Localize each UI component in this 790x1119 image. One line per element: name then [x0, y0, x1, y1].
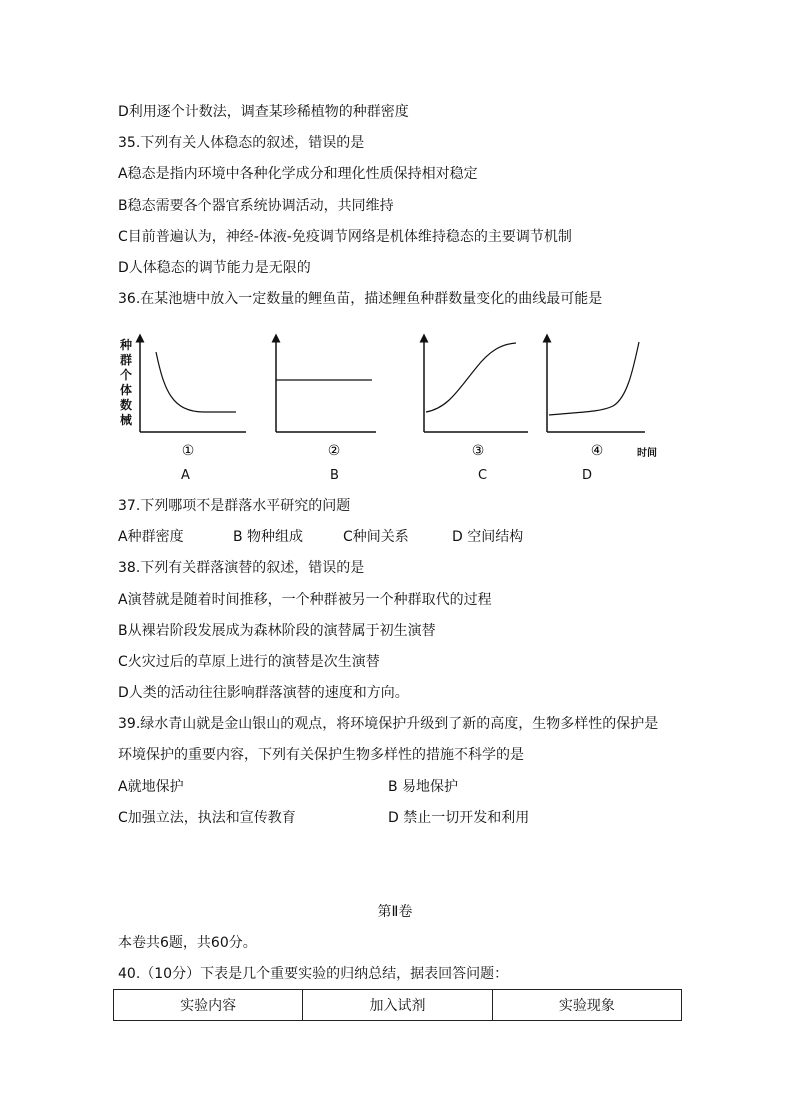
q38-option-a: A演替就是随着时间推移，一个种群被另一个种群取代的过程	[118, 592, 492, 608]
y-axis-char: 个	[119, 368, 132, 382]
table-header-cell: 加入试剂	[303, 990, 492, 1021]
q37-option-c: C种间关系	[343, 529, 409, 545]
q38-option-b: B从裸岩阶段发展成为森林阶段的演替属于初生演替	[118, 623, 436, 639]
part-two-intro: 本卷共6题，共60分。	[118, 935, 257, 951]
q38-stem: 38.下列有关群落演替的叙述，错误的是	[118, 560, 365, 576]
part-two-title: 第Ⅱ卷	[377, 904, 413, 920]
table-header-row	[114, 990, 682, 1021]
y-axis-label	[118, 338, 134, 428]
table-header-cell: 实验现象	[492, 990, 681, 1021]
y-axis-char: 械	[119, 413, 132, 427]
q35-option-d: D人体稳态的调节能力是无限的	[118, 260, 311, 276]
q35-option-a: A稳态是指内环境中各种化学成分和理化性质保持相对稳定	[118, 166, 478, 182]
graph-letter-b: B	[330, 468, 339, 483]
graph-letter-d: D	[582, 468, 593, 483]
q39-option-d: D 禁止一切开发和利用	[388, 810, 530, 826]
y-axis-char: 数	[119, 398, 132, 412]
experiment-table	[113, 989, 682, 1021]
q37-stem: 37.下列哪项不是群落水平研究的问题	[118, 498, 351, 514]
graph-number: ①	[181, 443, 195, 459]
table-header-cell: 实验内容	[114, 990, 303, 1021]
q35-option-b: B稳态需要各个器官系统协调活动，共同维持	[118, 198, 394, 214]
q39-option-b: B 易地保护	[388, 779, 459, 795]
q39-stem-line2: 环境保护的重要内容，下列有关保护生物多样性的措施不科学的是	[118, 747, 524, 763]
q37-option-d: D 空间结构	[452, 529, 524, 545]
y-axis-char: 体	[119, 383, 132, 397]
graph-letter-a: A	[181, 468, 190, 483]
graph-number: ②	[327, 443, 341, 459]
graph-letter-c: C	[478, 468, 488, 483]
graph-number: ④	[590, 443, 604, 459]
curve-s-shaped	[426, 343, 516, 412]
q37-option-a: A种群密度	[118, 529, 184, 545]
q35-option-c: C目前普遍认为，神经-体液-免疫调节网络是机体维持稳态的主要调节机制	[118, 229, 572, 245]
q36-stem: 36.在某池塘中放入一定数量的鲤鱼苗，描述鲤鱼种群数量变化的曲线最可能是	[118, 291, 603, 307]
q38-option-d: D人类的活动往往影响群落演替的速度和方向。	[118, 685, 409, 701]
q34-option-d: D利用逐个计数法，调查某珍稀植物的种群密度	[118, 104, 409, 120]
q37-option-b: B 物种组成	[233, 529, 304, 545]
graph-3	[418, 330, 533, 460]
graph-1	[134, 330, 256, 460]
x-axis-label: 时间	[637, 448, 657, 459]
q40-stem: 40.（10分）下表是几个重要实验的归纳总结，据表回答问题：	[118, 966, 509, 982]
curve-j-shaped	[549, 342, 639, 415]
graph-number: ③	[471, 443, 485, 459]
q35-stem: 35.下列有关人体稳态的叙述，错误的是	[118, 135, 365, 151]
y-axis-char: 种	[119, 338, 132, 352]
q38-option-c: C火灾过后的草原上进行的演替是次生演替	[118, 654, 380, 670]
graph-2	[270, 330, 382, 460]
y-axis-char: 群	[119, 353, 132, 367]
curve-decline	[156, 352, 236, 412]
q39-option-c: C加强立法，执法和宣传教育	[118, 810, 296, 826]
q39-option-a: A就地保护	[118, 779, 184, 795]
q39-stem-line1: 39.绿水青山就是金山银山的观点，将环境保护升级到了新的高度，生物多样性的保护是	[118, 716, 659, 732]
graph-4	[541, 330, 661, 460]
